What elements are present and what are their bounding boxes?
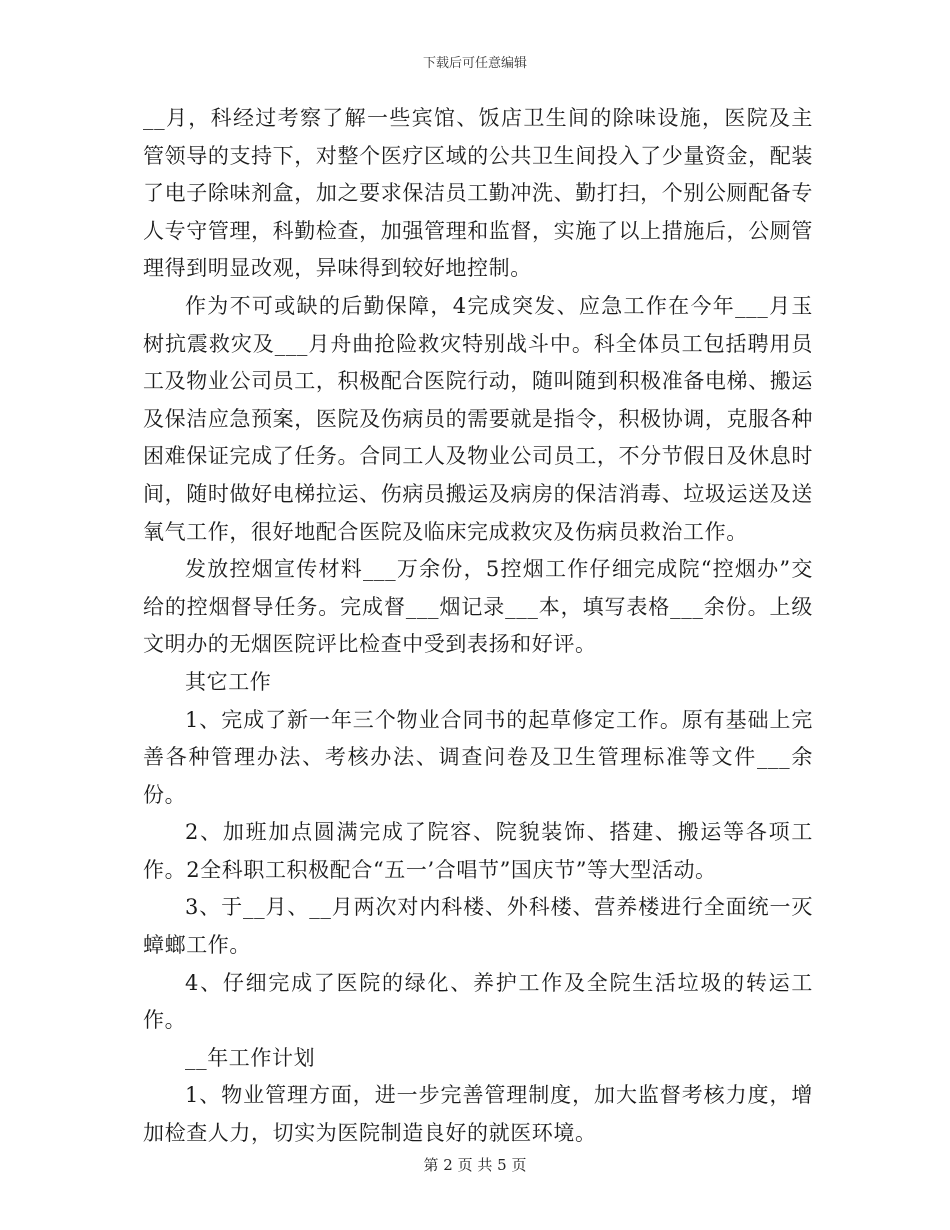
section-heading-other-work: 其它工作: [185, 669, 272, 694]
paragraph-tobacco-control: 发放控烟宣传材料___万余份，5控烟工作仔细完成院“控烟办”交给的控烟督导任务。完成督___烟记录___本，填写表格___余份。上级文明办的无烟医院评比检查中受到表扬和好评。: [143, 557, 813, 657]
page-number: 第 2 页 共 5 页: [423, 1156, 527, 1174]
document-body: [143, 100, 813, 1153]
section-heading-work-plan: __年工作计划: [185, 1045, 316, 1070]
paragraph-toilet-deodorizing: __月，科经过考察了解一些宾馆、饭店卫生间的除味设施，医院及主管领导的支持下，对整个医疗区域的公共卫生间投入了少量资金，配装了电子除味剂盒，加之要求保洁员工勤冲洗、勤打扫，个别公厕配备专人专守管理，科勤检查，加强管理和监督，实施了以上措施后，公厕管理得到明显改观，异味得到较好地控制。: [143, 106, 813, 281]
list-item-3: 3、于__月、__月两次对内科楼、外科楼、营养楼进行全面统一灭蟑螂工作。: [143, 895, 813, 958]
plan-item-1: 1、物业管理方面，进一步完善管理制度，加大监督考核力度，增加检查人力，切实为医院制造良好的就医环境。: [143, 1083, 813, 1146]
page-header: 下载后可任意编辑: [422, 56, 527, 71]
list-item-1: 1、完成了新一年三个物业合同书的起草修定工作。原有基础上完善各种管理办法、考核办法、调查问卷及卫生管理标准等文件___余份。: [143, 707, 813, 807]
paragraph-emergency-work: 作为不可或缺的后勤保障，4完成突发、应急工作在今年___月玉树抗震救灾及___月舟曲抢险救灾特别战斗中。科全体员工包括聘用员工及物业公司员工，积极配合医院行动，随叫随到积极准备电梯、搬运及保洁应急预案，医院及伤病员的需要就是指令，积极协调，克服各种困难保证完成了任务。合同工人及物业公司员工，不分节假日及休息时间，随时做好电梯拉运、伤病员搬运及病房的保洁消毒、垃圾运送及送氧气工作，很好地配合医院及临床完成救灾及伤病员救治工作。: [143, 293, 813, 544]
list-item-2: 2、加班加点圆满完成了院容、院貌装饰、搭建、搬运等各项工作。2全科职工积极配合“五一’合唱节”国庆节”等大型活动。: [143, 820, 813, 882]
list-item-4: 4、仔细完成了医院的绿化、养护工作及全院生活垃圾的转运工作。: [143, 970, 813, 1033]
